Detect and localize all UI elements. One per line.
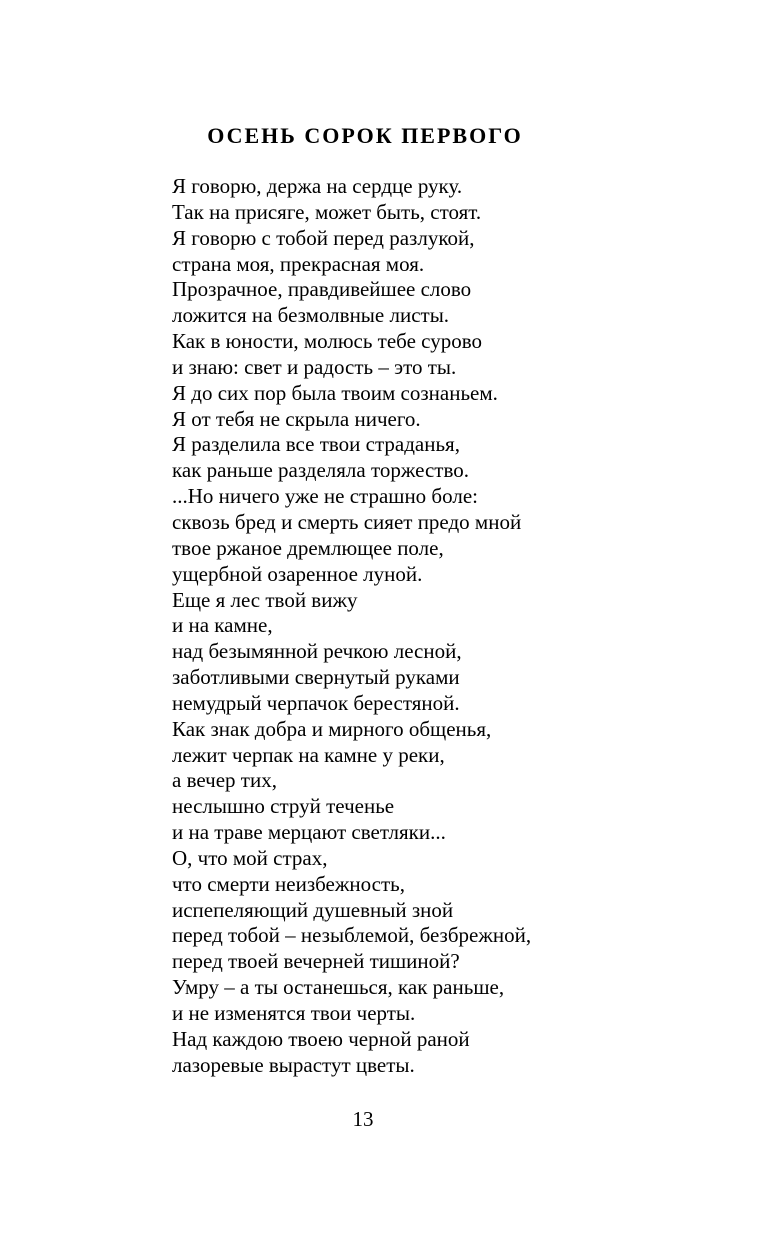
poem-line: Умру – а ты останешься, как раньше, (172, 975, 505, 1000)
poem-line: что смерти неизбежность, (172, 871, 405, 896)
poem-line: сквозь бред и смерть сияет предо мной (172, 509, 522, 534)
poem-line: твое ржаное дремлющее поле, (172, 535, 444, 560)
poem-line: Прозрачное, правдивейшее слово (172, 277, 472, 302)
poem-line: Я говорю, держа на сердце руку. (172, 174, 463, 198)
poem-line: неслышно струй теченье (172, 794, 395, 819)
poem-line: испепеляющий душевный зной (172, 897, 454, 922)
poem-line: заботливыми свернутый руками (172, 665, 460, 690)
poem-line: Я от тебя не скрыла ничего. (172, 406, 421, 431)
poem-line: Как в юности, молюсь тебе сурово (172, 329, 482, 354)
poem-line: Как знак добра и мирного общенья, (172, 716, 492, 741)
poem-line: Я разделила все твои страданья, (172, 432, 460, 457)
poem-line: над безымянной речкою лесной, (172, 639, 462, 664)
poem-line: и знаю: свет и радость – это ты. (172, 354, 457, 379)
poem-line: а вечер тих, (172, 768, 277, 793)
poem-title: ОСЕНЬ СОРОК ПЕРВОГО (207, 123, 523, 148)
poem-line: перед твоей вечерней тишиной? (172, 949, 460, 974)
poem-line: ущербной озаренное луной. (172, 561, 423, 586)
poem-line: перед тобой – незыблемой, безбрежной, (172, 923, 532, 948)
poem-line: и на камне, (172, 613, 273, 638)
poem-line: как раньше разделяла торжество. (172, 458, 469, 483)
poem-line: и на траве мерцают светляки... (172, 820, 446, 845)
poem-line: немудрый черпачок берестяной. (172, 690, 460, 715)
poem-line: и не изменятся твои черты. (172, 1001, 416, 1025)
poem-line: лазоревые вырастут цветы. (172, 1052, 415, 1077)
poem-line: О, что мой страх, (172, 845, 328, 870)
poem-line: Над каждою твоею черной раной (172, 1026, 470, 1051)
poem-line: ложится на безмолвные листы. (172, 303, 450, 328)
poem-line: Я говорю с тобой перед разлукой, (172, 225, 475, 250)
poem-line: Я до сих пор была твоим сознаньем. (172, 380, 498, 405)
poem-line: страна моя, прекрасная моя. (172, 251, 425, 276)
poem-line: Так на присяге, может быть, стоят. (172, 199, 482, 224)
poem-line: ...Но ничего уже не страшно боле: (172, 484, 478, 509)
page-number: 13 (352, 1107, 374, 1131)
poem-body (172, 174, 592, 1079)
poem-line: Еще я лес твой вижу (172, 587, 358, 612)
poem-line: лежит черпак на камне у реки, (172, 742, 445, 767)
